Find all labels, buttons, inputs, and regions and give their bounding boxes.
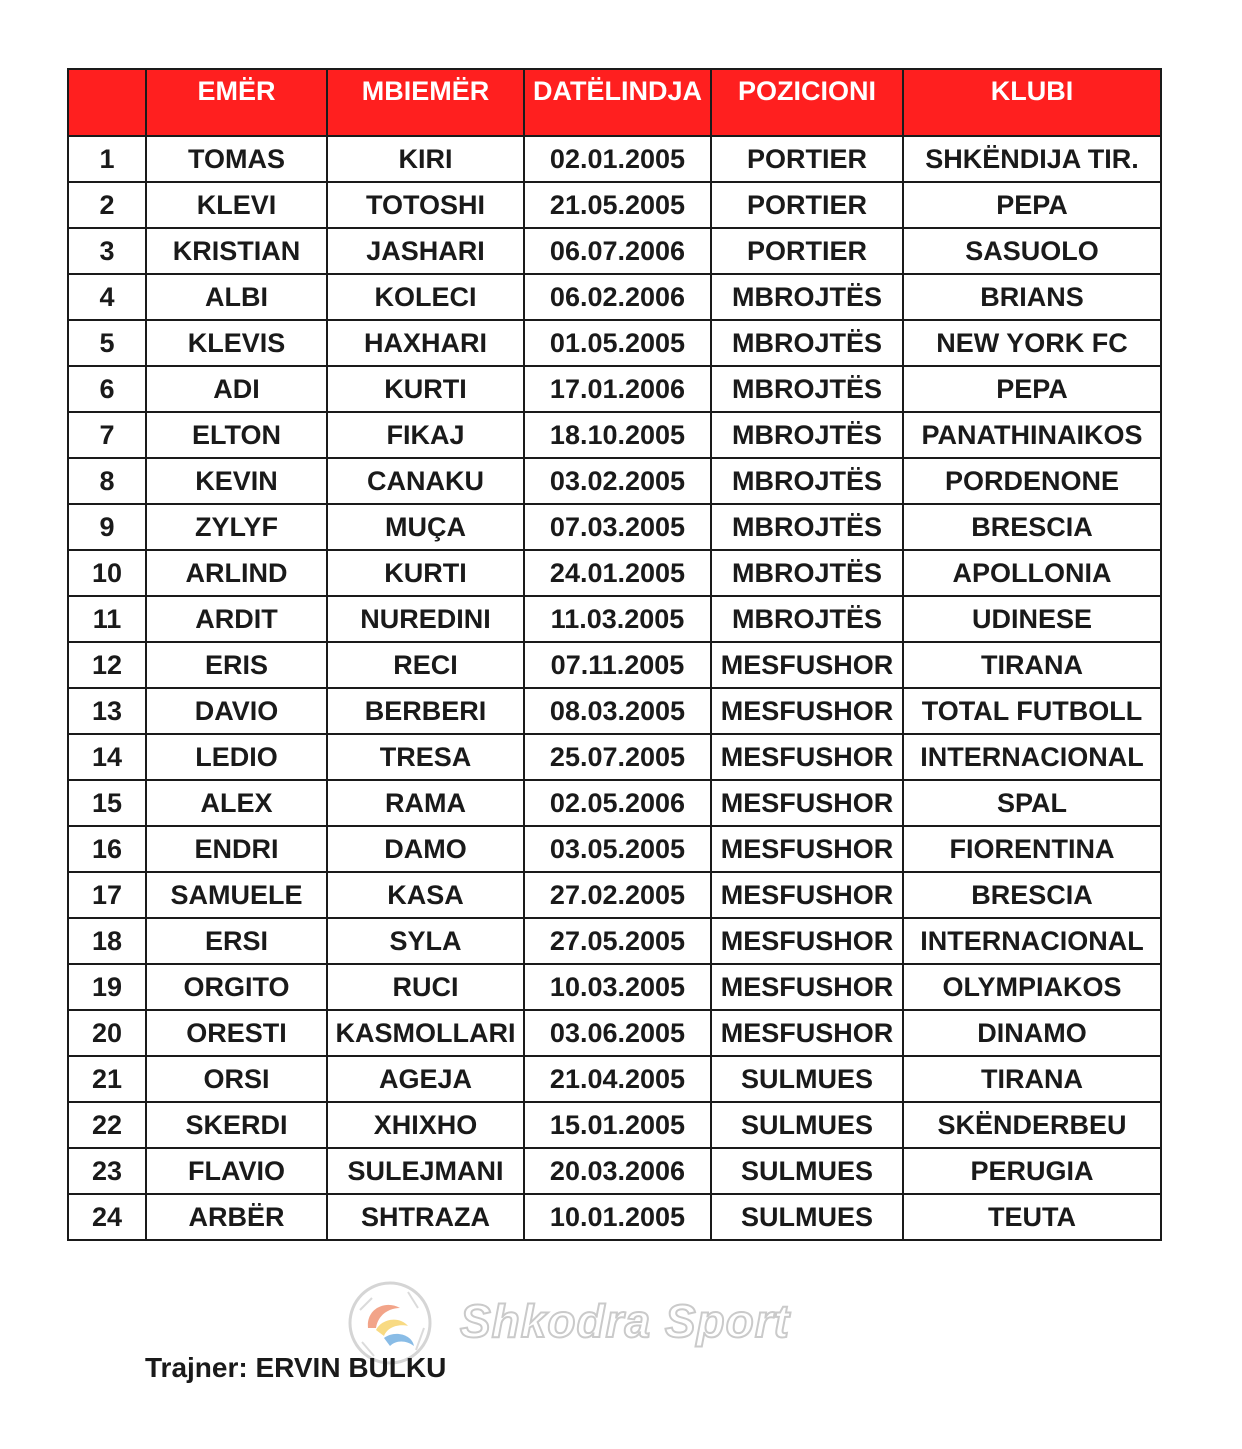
table-row <box>68 182 1161 228</box>
cell-club: PEPA <box>903 182 1161 228</box>
table-row <box>68 872 1161 918</box>
cell-last-name: BERBERI <box>327 688 524 734</box>
cell-first-name: KRISTIAN <box>146 228 327 274</box>
cell-first-name: ELTON <box>146 412 327 458</box>
cell-last-name: SULEJMANI <box>327 1148 524 1194</box>
cell-position: MESFUSHOR <box>711 734 903 780</box>
cell-birth-date: 10.01.2005 <box>524 1194 711 1240</box>
cell-last-name: JASHARI <box>327 228 524 274</box>
cell-club: BRESCIA <box>903 504 1161 550</box>
cell-last-name: MUÇA <box>327 504 524 550</box>
cell-number: 12 <box>68 642 146 688</box>
table-row <box>68 1102 1161 1148</box>
cell-birth-date: 25.07.2005 <box>524 734 711 780</box>
cell-position: MESFUSHOR <box>711 964 903 1010</box>
cell-club: PERUGIA <box>903 1148 1161 1194</box>
cell-club: TIRANA <box>903 1056 1161 1102</box>
cell-first-name: DAVIO <box>146 688 327 734</box>
cell-first-name: KLEVIS <box>146 320 327 366</box>
cell-position: SULMUES <box>711 1102 903 1148</box>
cell-first-name: ERSI <box>146 918 327 964</box>
cell-position: MBROJTËS <box>711 458 903 504</box>
table-row <box>68 228 1161 274</box>
table-row <box>68 1010 1161 1056</box>
cell-first-name: ZYLYF <box>146 504 327 550</box>
cell-birth-date: 27.02.2005 <box>524 872 711 918</box>
cell-last-name: XHIXHO <box>327 1102 524 1148</box>
header-cell-club: KLUBI <box>903 69 1161 136</box>
header-cell-first-name: EMËR <box>146 69 327 136</box>
cell-birth-date: 01.05.2005 <box>524 320 711 366</box>
cell-birth-date: 15.01.2005 <box>524 1102 711 1148</box>
table-row <box>68 918 1161 964</box>
cell-first-name: LEDIO <box>146 734 327 780</box>
cell-last-name: RAMA <box>327 780 524 826</box>
cell-first-name: ORSI <box>146 1056 327 1102</box>
cell-club: DINAMO <box>903 1010 1161 1056</box>
cell-club: OLYMPIAKOS <box>903 964 1161 1010</box>
cell-club: INTERNACIONAL <box>903 918 1161 964</box>
cell-last-name: SHTRAZA <box>327 1194 524 1240</box>
cell-position: MBROJTËS <box>711 550 903 596</box>
table-row <box>68 688 1161 734</box>
cell-birth-date: 08.03.2005 <box>524 688 711 734</box>
cell-first-name: ARLIND <box>146 550 327 596</box>
cell-club: TOTAL FUTBOLL <box>903 688 1161 734</box>
cell-club: SASUOLO <box>903 228 1161 274</box>
cell-number: 22 <box>68 1102 146 1148</box>
header-cell-number <box>68 69 146 136</box>
cell-position: MESFUSHOR <box>711 826 903 872</box>
cell-first-name: ARDIT <box>146 596 327 642</box>
cell-position: MESFUSHOR <box>711 918 903 964</box>
cell-club: FIORENTINA <box>903 826 1161 872</box>
cell-birth-date: 18.10.2005 <box>524 412 711 458</box>
header-row <box>68 69 1161 136</box>
header-cell-position: POZICIONI <box>711 69 903 136</box>
cell-position: PORTIER <box>711 182 903 228</box>
cell-number: 8 <box>68 458 146 504</box>
cell-last-name: KURTI <box>327 550 524 596</box>
cell-last-name: RECI <box>327 642 524 688</box>
cell-club: TEUTA <box>903 1194 1161 1240</box>
cell-first-name: ALEX <box>146 780 327 826</box>
cell-last-name: TOTOSHI <box>327 182 524 228</box>
cell-position: PORTIER <box>711 136 903 182</box>
table-row <box>68 550 1161 596</box>
cell-last-name: KASMOLLARI <box>327 1010 524 1056</box>
cell-position: MESFUSHOR <box>711 872 903 918</box>
cell-first-name: ERIS <box>146 642 327 688</box>
cell-position: MBROJTËS <box>711 366 903 412</box>
cell-number: 5 <box>68 320 146 366</box>
cell-number: 1 <box>68 136 146 182</box>
table-row <box>68 458 1161 504</box>
cell-number: 21 <box>68 1056 146 1102</box>
cell-first-name: ADI <box>146 366 327 412</box>
cell-last-name: KASA <box>327 872 524 918</box>
cell-first-name: KEVIN <box>146 458 327 504</box>
table-row <box>68 366 1161 412</box>
cell-club: APOLLONIA <box>903 550 1161 596</box>
cell-position: SULMUES <box>711 1194 903 1240</box>
table-row <box>68 1194 1161 1240</box>
table-row <box>68 1056 1161 1102</box>
watermark-text: Shkodra Sport <box>460 1295 790 1347</box>
cell-birth-date: 10.03.2005 <box>524 964 711 1010</box>
cell-last-name: FIKAJ <box>327 412 524 458</box>
cell-number: 13 <box>68 688 146 734</box>
coach-label: Trajner: ERVIN BULKU <box>145 1352 447 1383</box>
cell-position: PORTIER <box>711 228 903 274</box>
cell-club: UDINESE <box>903 596 1161 642</box>
cell-number: 11 <box>68 596 146 642</box>
table-row <box>68 320 1161 366</box>
cell-number: 4 <box>68 274 146 320</box>
cell-club: SKËNDERBEU <box>903 1102 1161 1148</box>
table-row <box>68 596 1161 642</box>
cell-last-name: KIRI <box>327 136 524 182</box>
cell-position: MESFUSHOR <box>711 642 903 688</box>
cell-number: 16 <box>68 826 146 872</box>
cell-number: 18 <box>68 918 146 964</box>
cell-birth-date: 24.01.2005 <box>524 550 711 596</box>
cell-position: SULMUES <box>711 1148 903 1194</box>
cell-birth-date: 07.11.2005 <box>524 642 711 688</box>
table-row <box>68 274 1161 320</box>
cell-birth-date: 06.02.2006 <box>524 274 711 320</box>
table-row <box>68 1148 1161 1194</box>
cell-birth-date: 21.05.2005 <box>524 182 711 228</box>
cell-birth-date: 03.02.2005 <box>524 458 711 504</box>
cell-first-name: ENDRI <box>146 826 327 872</box>
roster-table-header <box>68 69 1161 136</box>
cell-first-name: FLAVIO <box>146 1148 327 1194</box>
cell-first-name: ORESTI <box>146 1010 327 1056</box>
cell-number: 20 <box>68 1010 146 1056</box>
table-row <box>68 826 1161 872</box>
cell-number: 9 <box>68 504 146 550</box>
cell-last-name: HAXHARI <box>327 320 524 366</box>
cell-birth-date: 17.01.2006 <box>524 366 711 412</box>
cell-last-name: TRESA <box>327 734 524 780</box>
cell-last-name: CANAKU <box>327 458 524 504</box>
cell-number: 6 <box>68 366 146 412</box>
cell-position: MBROJTËS <box>711 320 903 366</box>
cell-number: 23 <box>68 1148 146 1194</box>
cell-club: BRESCIA <box>903 872 1161 918</box>
cell-last-name: NUREDINI <box>327 596 524 642</box>
cell-birth-date: 20.03.2006 <box>524 1148 711 1194</box>
cell-birth-date: 02.01.2005 <box>524 136 711 182</box>
cell-birth-date: 27.05.2005 <box>524 918 711 964</box>
cell-birth-date: 06.07.2006 <box>524 228 711 274</box>
cell-club: INTERNACIONAL <box>903 734 1161 780</box>
cell-first-name: ARBËR <box>146 1194 327 1240</box>
cell-position: MBROJTËS <box>711 596 903 642</box>
cell-number: 14 <box>68 734 146 780</box>
cell-birth-date: 03.06.2005 <box>524 1010 711 1056</box>
cell-last-name: AGEJA <box>327 1056 524 1102</box>
cell-number: 17 <box>68 872 146 918</box>
cell-club: SPAL <box>903 780 1161 826</box>
cell-number: 10 <box>68 550 146 596</box>
table-row <box>68 504 1161 550</box>
cell-number: 2 <box>68 182 146 228</box>
cell-first-name: SAMUELE <box>146 872 327 918</box>
table-row <box>68 136 1161 182</box>
cell-position: MESFUSHOR <box>711 1010 903 1056</box>
cell-number: 24 <box>68 1194 146 1240</box>
roster-table <box>67 68 1162 1241</box>
cell-first-name: TOMAS <box>146 136 327 182</box>
cell-first-name: KLEVI <box>146 182 327 228</box>
cell-first-name: ORGITO <box>146 964 327 1010</box>
cell-birth-date: 21.04.2005 <box>524 1056 711 1102</box>
cell-club: PANATHINAIKOS <box>903 412 1161 458</box>
cell-club: TIRANA <box>903 642 1161 688</box>
cell-position: MESFUSHOR <box>711 688 903 734</box>
cell-club: NEW YORK FC <box>903 320 1161 366</box>
cell-position: SULMUES <box>711 1056 903 1102</box>
header-cell-birth-date: DATËLINDJA <box>524 69 711 136</box>
cell-club: BRIANS <box>903 274 1161 320</box>
cell-position: MBROJTËS <box>711 504 903 550</box>
cell-first-name: ALBI <box>146 274 327 320</box>
table-row <box>68 412 1161 458</box>
cell-number: 19 <box>68 964 146 1010</box>
cell-club: SHKËNDIJA TIR. <box>903 136 1161 182</box>
cell-first-name: SKERDI <box>146 1102 327 1148</box>
cell-last-name: KOLECI <box>327 274 524 320</box>
cell-last-name: SYLA <box>327 918 524 964</box>
cell-birth-date: 11.03.2005 <box>524 596 711 642</box>
cell-last-name: DAMO <box>327 826 524 872</box>
table-row <box>68 964 1161 1010</box>
cell-position: MBROJTËS <box>711 274 903 320</box>
cell-club: PORDENONE <box>903 458 1161 504</box>
cell-number: 3 <box>68 228 146 274</box>
cell-last-name: RUCI <box>327 964 524 1010</box>
cell-birth-date: 03.05.2005 <box>524 826 711 872</box>
table-row <box>68 734 1161 780</box>
header-cell-last-name: MBIEMËR <box>327 69 524 136</box>
table-row <box>68 642 1161 688</box>
cell-position: MESFUSHOR <box>711 780 903 826</box>
cell-last-name: KURTI <box>327 366 524 412</box>
cell-club: PEPA <box>903 366 1161 412</box>
cell-birth-date: 02.05.2006 <box>524 780 711 826</box>
cell-number: 15 <box>68 780 146 826</box>
cell-number: 7 <box>68 412 146 458</box>
roster-table-body <box>68 136 1161 1240</box>
cell-birth-date: 07.03.2005 <box>524 504 711 550</box>
cell-position: MBROJTËS <box>711 412 903 458</box>
table-row <box>68 780 1161 826</box>
